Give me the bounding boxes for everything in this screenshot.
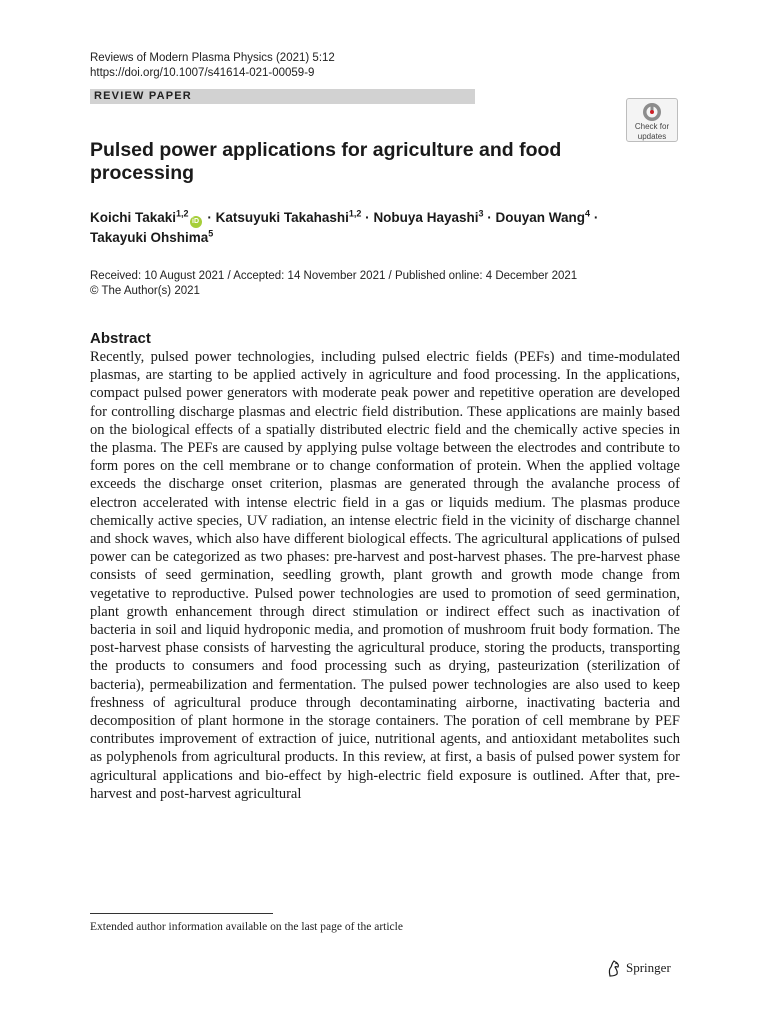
article-type-banner: REVIEW PAPER xyxy=(90,89,475,104)
author-name: Douyan Wang xyxy=(495,210,586,225)
author-affiliation: 1,2 xyxy=(348,208,362,219)
springer-horse-icon xyxy=(606,960,622,977)
publication-dates: Received: 10 August 2021 / Accepted: 14 November 2021 / Published online: 4 December 2021 xyxy=(90,270,578,282)
check-badge-line2: updates xyxy=(637,131,667,141)
orcid-icon[interactable]: iD xyxy=(190,216,202,228)
article-title: Pulsed power applications for agriculture and food processing xyxy=(90,139,562,184)
publisher-logo xyxy=(606,959,671,977)
check-for-updates-icon xyxy=(642,102,662,122)
author-name: Koichi Takaki xyxy=(90,210,177,225)
journal-citation: Reviews of Modern Plasma Physics (2021) 5:12 xyxy=(90,52,335,64)
author-affiliation: 3 xyxy=(478,208,484,219)
author-separator: · xyxy=(487,210,492,225)
abstract-heading: Abstract xyxy=(90,330,151,347)
author-affiliation: 4 xyxy=(585,208,591,219)
author-name: Katsuyuki Takahashi xyxy=(215,210,349,225)
check-badge-line1: Check for xyxy=(634,122,670,131)
check-for-updates-badge[interactable] xyxy=(626,98,678,142)
abstract-text: Recently, pulsed power technologies, including pulsed electric fields (PEFs) and time-modulated plasmas, are starting to be applied actively in agriculture and food processing. In the applications, compact pulsed power generators with moderate peak power and repetitive operation are developed for controlling discharge plasmas and electric field distribution. These applications are mainly based on the biological effects of a spatially distributed electric field and the chemically active species in the plasma. The PEFs are caused by applying pulse voltage between the electrodes and contribute to form pores on the cell membrane or to change conformation of protein. When the applied voltage exceeds the discharge onset criterion, plasmas are generated through the avalanche process of electron accelerated with intense electric field in a gas or liquids medium. The plasmas produce chemically active species, UV radiation, an intense electric field in the vicinity of discharge channel and shock waves, which also have different biological effects. The agricultural applications of pulsed power can be categorized as two phases: pre-harvest and post-harvest phases. The pre-harvest phase consists of seed germination, seedling growth, plant growth and growth mode change from vegetative to reproductive. Pulsed power technologies are used to promotion of seed germination, plant growth enhancement through direct stimulation or indirect effect such as inactivation of bacteria in soil and liquid hydroponic media, and promotion of mushroom fruit body formation. The post-harvest phase consists of harvesting the agricultural produce, storing the products, transporting the products to consumers and food processing such as drying, pasteurization (sterilization of bacteria), permeabilization and fermentation. The pulsed power technologies are also used to keep freshness of agricultural produce through decontaminating airborne, inactivating bacteria and decomposition of plant hormone in the storage containers. The poration of cell membrane by PEF contributes improvement of extraction of juice, nutritional agents, and antioxidant metabolites such as polyphenols from agricultural products. In this review, at first, a basis of pulsed power system for agricultural applications and bio-effect by high-electric field exposure is outlined. After that, pre-harvest and post-harvest agricultural xyxy=(90,349,680,802)
author-name: Nobuya Hayashi xyxy=(373,210,479,225)
author-separator: · xyxy=(207,210,212,225)
publisher-name: Springer xyxy=(626,960,671,975)
author-separator: · xyxy=(365,210,370,225)
author-separator: · xyxy=(593,210,599,225)
footnote-divider xyxy=(90,913,273,914)
doi-link[interactable]: https://doi.org/10.1007/s41614-021-00059-9 xyxy=(90,67,315,79)
author-list xyxy=(90,208,690,248)
author-affiliation: 1,2 xyxy=(176,208,189,219)
author-affiliation: 5 xyxy=(208,228,214,239)
copyright-notice: © The Author(s) 2021 xyxy=(90,285,200,297)
author-name: Takayuki Ohshima xyxy=(90,230,209,245)
footnote-text: Extended author information available on the last page of the article xyxy=(90,921,403,933)
